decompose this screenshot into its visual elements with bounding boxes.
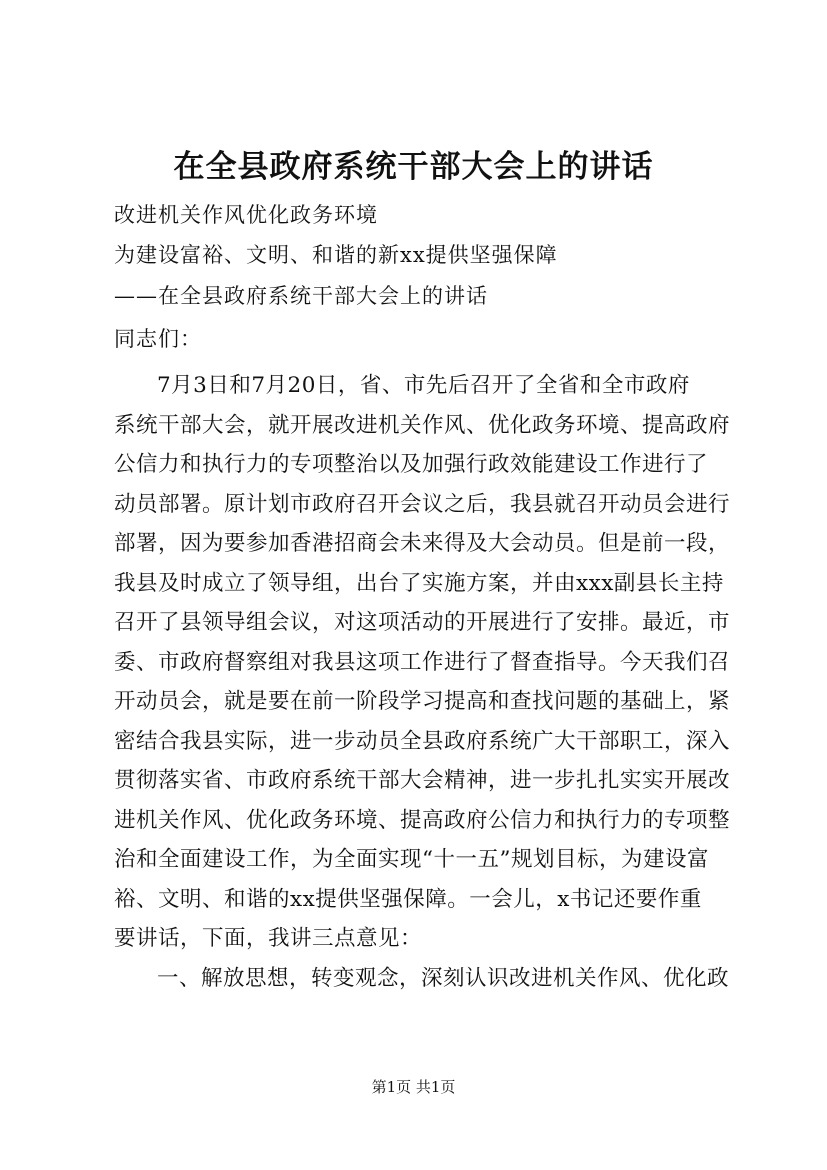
paragraph-line: 要讲话，下面，我讲三点意见： bbox=[114, 926, 423, 951]
document-title: 在全县政府系统干部大会上的讲话 bbox=[173, 149, 654, 185]
page-footer: 第1页 共1页 bbox=[371, 1078, 456, 1096]
paragraph-line: 部署，因为要参加香港招商会未来得及大会动员。但是前一段， bbox=[114, 531, 731, 556]
subtitle-2: 为建设富裕、文明、和谐的新xx提供坚强保障 bbox=[114, 243, 558, 267]
subtitle-1: 改进机关作风优化政务环境 bbox=[114, 203, 378, 227]
paragraph-line: 裕、文明、和谐的xx提供坚强保障。一会儿，x书记还要作重 bbox=[114, 886, 702, 912]
section-heading-line: 一、解放思想，转变观念，深刻认识改进机关作风、优化政 bbox=[157, 965, 730, 991]
paragraph-line: 我县及时成立了领导组，出台了实施方案，并由xxx副县长主持 bbox=[114, 570, 724, 596]
document-body bbox=[114, 366, 734, 998]
paragraph-line: 7月3日和7月20日，省、市先后召开了全省和全市政府 bbox=[157, 373, 690, 398]
subtitle-3: ——在全县政府系统干部大会上的讲话 bbox=[114, 284, 488, 308]
paragraph-line: 进机关作风、优化政务环境、提高政府公信力和执行力的专项整 bbox=[114, 807, 731, 833]
salutation: 同志们： bbox=[114, 327, 202, 351]
paragraph-line: 公信力和执行力的专项整治以及加强行政效能建设工作进行了 bbox=[114, 452, 709, 477]
paragraph-line: 密结合我县实际，进一步动员全县政府系统广大干部职工，深入 bbox=[114, 728, 731, 754]
paragraph-line: 动员部署。原计划市政府召开会议之后，我县就召开动员会进行 bbox=[114, 491, 731, 517]
paragraph-line: 开动员会，就是要在前一阶段学习提高和查找问题的基础上，紧 bbox=[114, 689, 731, 714]
paragraph-line: 委、市政府督察组对我县这项工作进行了督查指导。今天我们召 bbox=[114, 649, 731, 675]
paragraph-line: 贯彻落实省、市政府系统干部大会精神，进一步扎扎实实开展改 bbox=[114, 768, 731, 793]
paragraph-line: 系统干部大会，就开展改进机关作风、优化政务环境、提高政府 bbox=[114, 412, 731, 438]
paragraph-line: 召开了县领导组会议，对这项活动的开展进行了安排。最近，市 bbox=[114, 610, 731, 635]
paragraph-line: 治和全面建设工作，为全面实现“十一五”规划目标，为建设富 bbox=[114, 847, 709, 872]
